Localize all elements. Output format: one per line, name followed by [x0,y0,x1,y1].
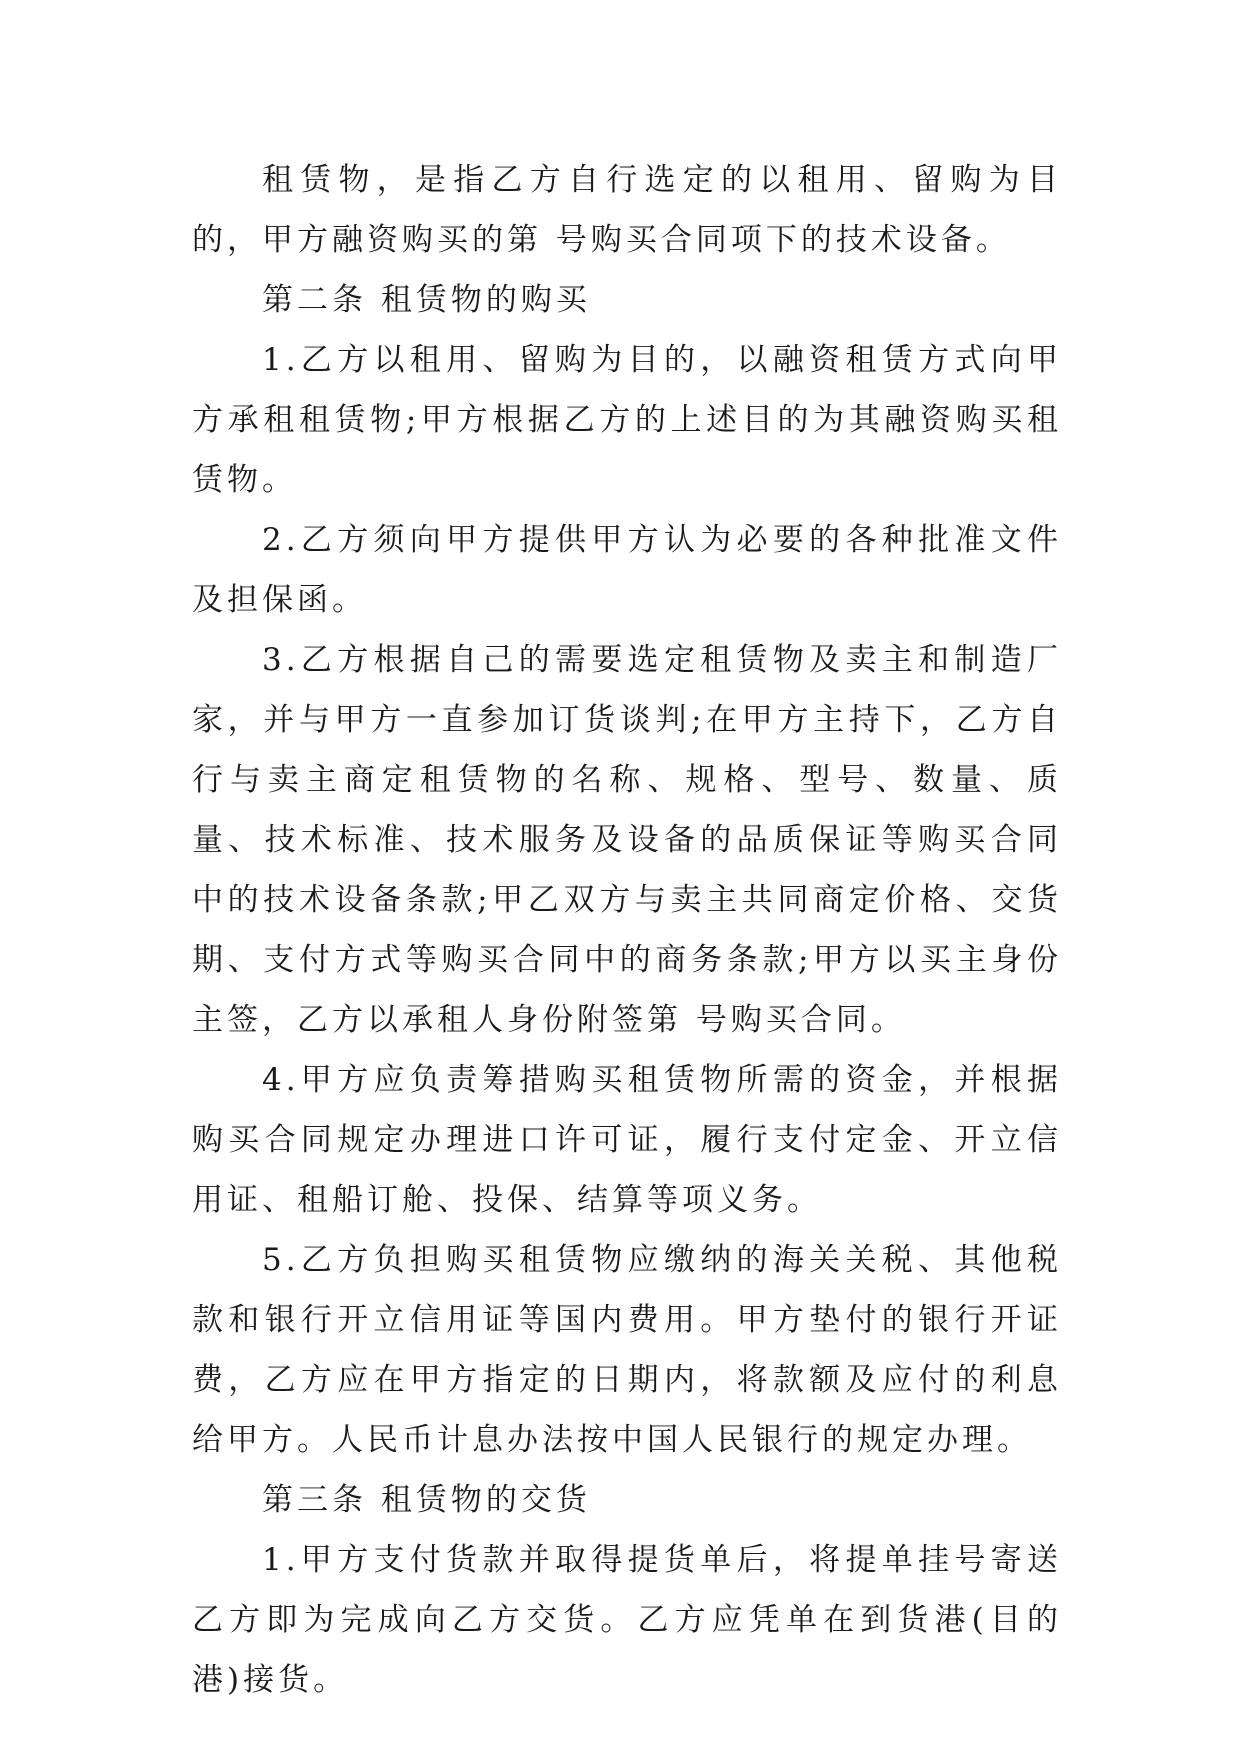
article-3-clause-1: 1.甲方支付货款并取得提货单后，将提单挂号寄送乙方即为完成向乙方交货。乙方应凭单在到货港(目的港)接货。 [192,1542,1062,1698]
document-page [192,150,1062,1710]
article-2-clause-4: 4.甲方应负责筹措购买租赁物所需的资金，并根据购买合同规定办理进口许可证，履行支付定金、开立信用证、租船订舱、投保、结算等项义务。 [192,1062,1062,1218]
article-2-heading: 第二条 租赁物的购买 [262,282,591,318]
article-2-clause-1: 1.乙方以租用、留购为目的，以融资租赁方式向甲方承租租赁物;甲方根据乙方的上述目的为其融资购买租赁物。 [192,342,1062,498]
article-3-heading: 第三条 租赁物的交货 [262,1482,591,1518]
article-2-clause-5: 5.乙方负担购买租赁物应缴纳的海关关税、其他税款和银行开立信用证等国内费用。甲方垫付的银行开证费，乙方应在甲方指定的日期内，将款额及应付的利息给甲方。人民币计息办法按中国人民银行的规定办理。 [192,1242,1062,1458]
article-2-clause-3: 3.乙方根据自己的需要选定租赁物及卖主和制造厂家，并与甲方一直参加订货谈判;在甲方主持下，乙方自行与卖主商定租赁物的名称、规格、型号、数量、质量、技术标准、技术服务及设备的品质保证等购买合同中的技术设备条款;甲乙双方与卖主共同商定价格、交货期、支付方式等购买合同中的商务条款;甲方以买主身份主签，乙方以承租人身份附签第 号购买合同。 [192,642,1062,1038]
paragraph-definition: 租赁物，是指乙方自行选定的以租用、留购为目的，甲方融资购买的第 号购买合同项下的技术设备。 [192,162,1062,258]
article-2-clause-2: 2.乙方须向甲方提供甲方认为必要的各种批准文件及担保函。 [192,522,1062,618]
